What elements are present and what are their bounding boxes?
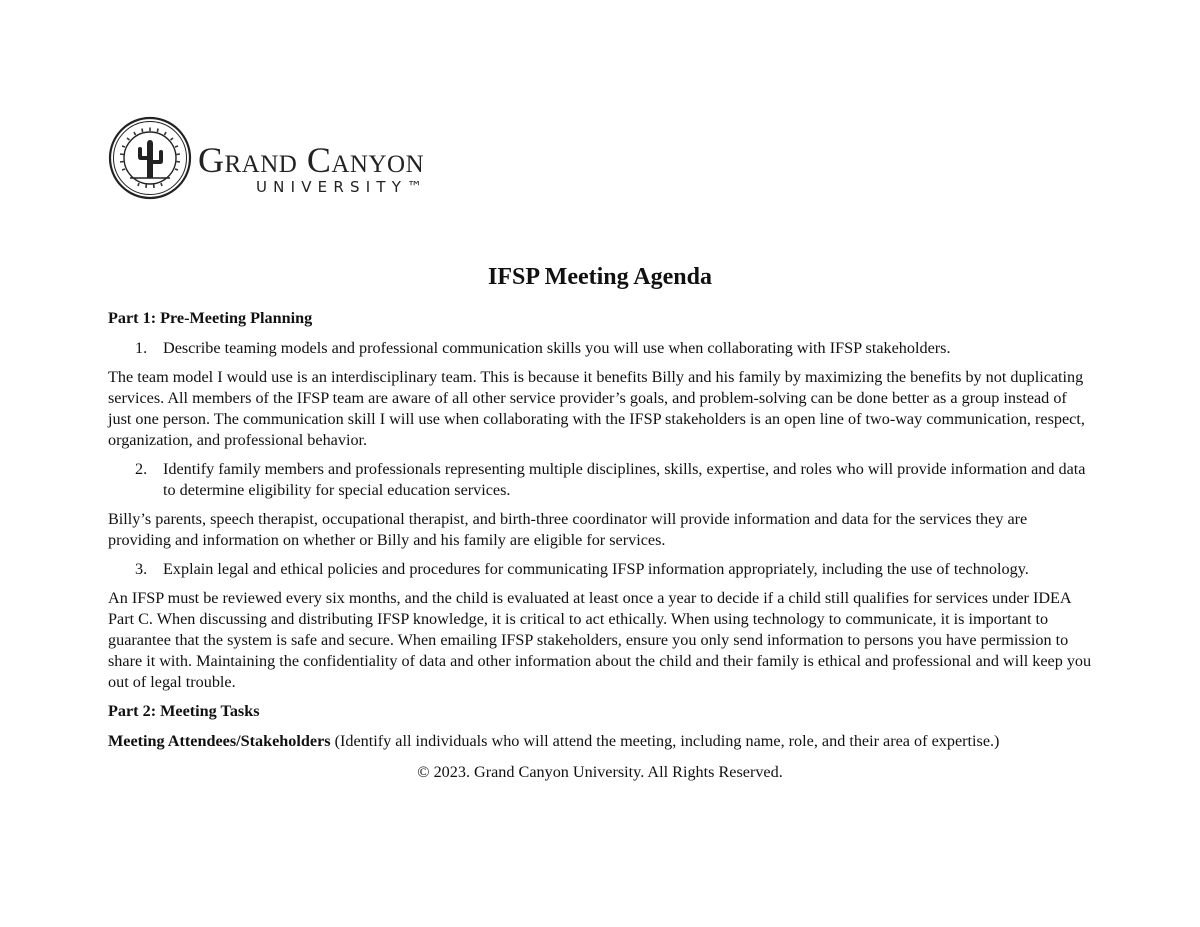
- answer-paragraph: An IFSP must be reviewed every six months, and the child is evaluated at least once a year to decide if a child still qualifies for services under IDEA Part C. When discussing and distributing IFSP knowledge, it is critical to act ethically. When using technology to communicate, it is important to guarantee that the system is safe and secure. When emailing IFSP stakeholders, ensure you only send information to persons you have permission to share it with. Maintaining the confidentiality of data and other information about the child and their family is ethical and professional and will keep you out of legal trouble.: [108, 589, 1092, 691]
- question-number: [108, 338, 163, 359]
- logo-wordmark-main: Grand Canyon: [198, 140, 425, 180]
- question-item: [108, 559, 1092, 580]
- question-text: Identify family members and professionals representing multiple disciplines, skills, expertise, and roles who will provide information and data to determine eligibility for special education services.: [163, 460, 1086, 499]
- question-number: [108, 559, 163, 580]
- answer-paragraph: Billy’s parents, speech therapist, occupational therapist, and birth-three coordinator will provide information and data for the services they are providing and information on whether or Billy and his family are eligible for services.: [108, 510, 1028, 549]
- question-number-text: 3.: [135, 560, 148, 578]
- answer-paragraph: The team model I would use is an interdisciplinary team. This is because it benefits Billy and his family by maximizing the benefits by not duplicating services. All members of the IFSP team are aware of all other service provider’s goals, and problem-solving can be done better as a group instead of just one person. The communication skill I will use when collaborating with the IFSP stakeholders is an open line of two-way communication, respect, organization, and professional behavior.: [108, 368, 1085, 449]
- question-item: [108, 338, 1092, 359]
- page-title: IFSP Meeting Agenda: [487, 264, 712, 290]
- gcu-logo: [108, 116, 488, 202]
- logo-wordmark-sub: UNIVERSITY™: [256, 178, 429, 196]
- part1-heading: Part 1: Pre-Meeting Planning: [108, 309, 313, 327]
- part2-heading: Part 2: Meeting Tasks: [108, 702, 260, 720]
- document-body: [108, 262, 1092, 783]
- question-number-text: 1.: [135, 339, 148, 357]
- question-text: Explain legal and ethical policies and procedures for communicating IFSP information appropriately, including the use of technology.: [163, 560, 1029, 578]
- question-number-text: 2.: [135, 460, 148, 478]
- attendees-prompt: [108, 731, 1092, 752]
- copyright-footer: © 2023. Grand Canyon University. All Rights Reserved.: [417, 763, 783, 781]
- attendees-instructions: (Identify all individuals who will attend the meeting, including name, role, and their area of expertise.): [330, 732, 1000, 750]
- logo-wordmark: [198, 142, 488, 196]
- question-text: Describe teaming models and professional communication skills you will use when collaborating with IFSP stakeholders.: [163, 339, 951, 357]
- question-item: [108, 459, 1092, 501]
- university-seal-icon: [108, 116, 192, 200]
- attendees-label: Meeting Attendees/Stakeholders: [108, 732, 331, 750]
- question-number: [108, 459, 163, 501]
